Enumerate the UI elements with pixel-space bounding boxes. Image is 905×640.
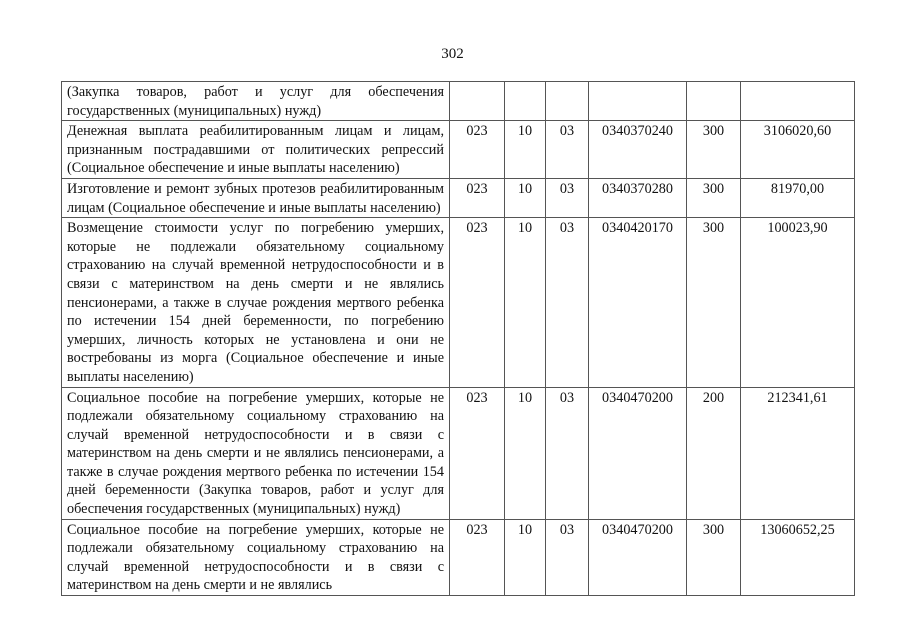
subsection-code: 03 [546, 387, 589, 519]
target-article-code: 0340370240 [589, 121, 687, 179]
ministry-code: 023 [450, 121, 505, 179]
ministry-code [450, 82, 505, 121]
table-row [62, 178, 855, 217]
section-code [505, 82, 546, 121]
table-row [62, 387, 855, 519]
subsection-code [546, 82, 589, 121]
target-article-code [589, 82, 687, 121]
row-description: Изготовление и ремонт зубных протезов реабилитированным лицам (Социальное обеспечение и иные выплаты населению) [62, 178, 450, 217]
section-code: 10 [505, 178, 546, 217]
page-number: 302 [441, 46, 464, 62]
table-row [62, 519, 855, 595]
target-article-code: 0340470200 [589, 519, 687, 595]
amount: 100023,90 [741, 218, 855, 387]
amount: 3106020,60 [741, 121, 855, 179]
subsection-code: 03 [546, 519, 589, 595]
amount [741, 82, 855, 121]
ministry-code: 023 [450, 519, 505, 595]
row-description: Социальное пособие на погребение умерших, которые не подлежали обязательному социальному страхованию на случай временной нетрудоспособности и в связи с материнством на день смерти и не являлись [62, 519, 450, 595]
section-code: 10 [505, 387, 546, 519]
section-code: 10 [505, 218, 546, 387]
subsection-code: 03 [546, 218, 589, 387]
amount: 212341,61 [741, 387, 855, 519]
table-row [62, 121, 855, 179]
amount: 13060652,25 [741, 519, 855, 595]
expense-type-code: 300 [687, 121, 741, 179]
row-description: Возмещение стоимости услуг по погребению умерших, которые не подлежали обязательному социальному страхованию на случай временной нетрудоспособности и в связи с материнством на день смерти и не являлись пенсионерами, а также в случае рождения мертвого ребенка по истечении 154 дней беременности, по погребению умерших, личность которых не установлена и они не востребованы из морга (Социальное обеспечение и иные выплаты населению) [62, 218, 450, 387]
target-article-code: 0340470200 [589, 387, 687, 519]
expense-type-code: 300 [687, 519, 741, 595]
table-row [62, 218, 855, 387]
ministry-code: 023 [450, 218, 505, 387]
amount: 81970,00 [741, 178, 855, 217]
row-description: Денежная выплата реабилитированным лицам и лицам, признанным пострадавшими от политических репрессий (Социальное обеспечение и иные выплаты населению) [62, 121, 450, 179]
target-article-code: 0340370280 [589, 178, 687, 217]
section-code: 10 [505, 519, 546, 595]
subsection-code: 03 [546, 121, 589, 179]
subsection-code: 03 [546, 178, 589, 217]
table-row [62, 82, 855, 121]
section-code: 10 [505, 121, 546, 179]
row-description: (Закупка товаров, работ и услуг для обеспечения государственных (муниципальных) нужд) [62, 82, 450, 121]
budget-table [61, 81, 855, 596]
expense-type-code: 300 [687, 218, 741, 387]
expense-type-code: 300 [687, 178, 741, 217]
row-description: Социальное пособие на погребение умерших, которые не подлежали обязательному социальному страхованию на случай временной нетрудоспособности и в связи с материнством на день смерти и не являлись пенсионерами, а также в случае рождения мертвого ребенка по истечении 154 дней беременности (Закупка товаров, работ и услуг для обеспечения государственных (муниципальных) нужд) [62, 387, 450, 519]
expense-type-code: 200 [687, 387, 741, 519]
expense-type-code [687, 82, 741, 121]
target-article-code: 0340420170 [589, 218, 687, 387]
ministry-code: 023 [450, 178, 505, 217]
ministry-code: 023 [450, 387, 505, 519]
